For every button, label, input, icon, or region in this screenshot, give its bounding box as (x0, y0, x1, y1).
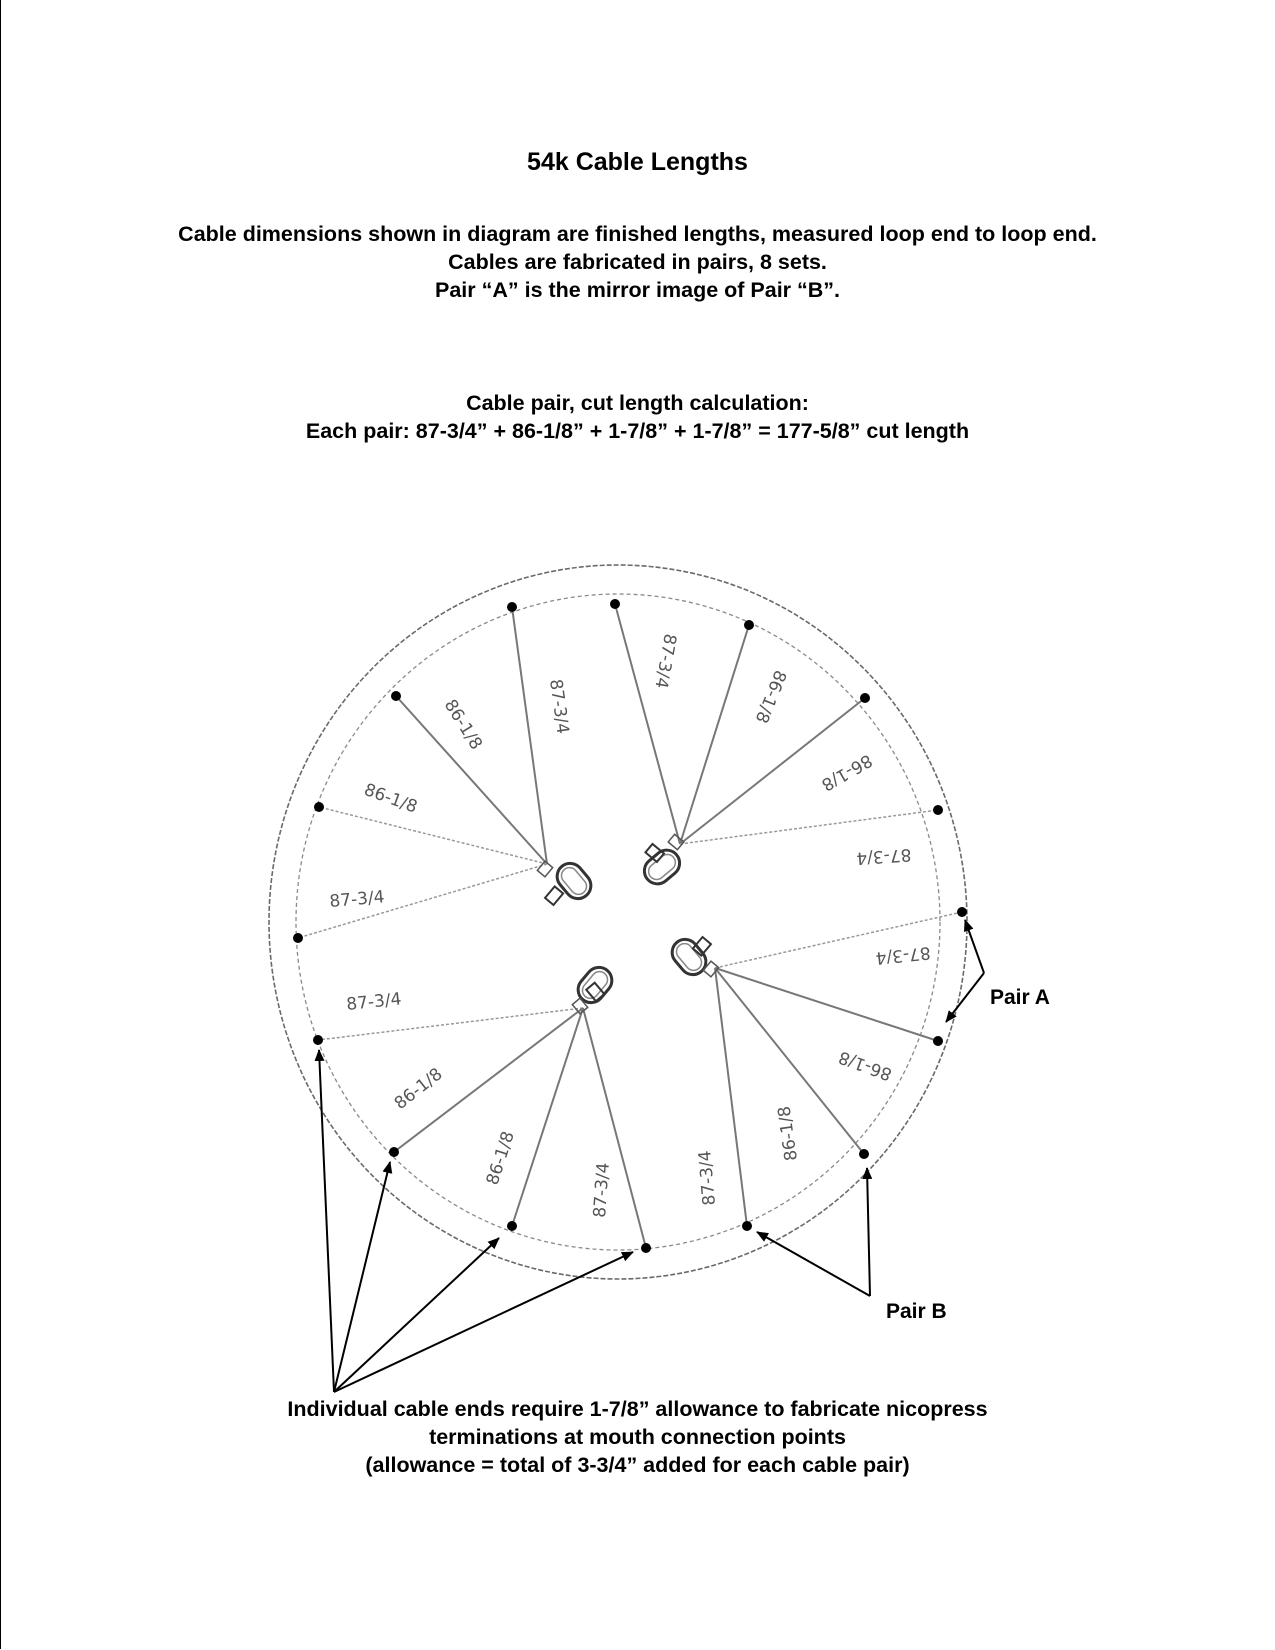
pair-b-arrow (757, 1232, 870, 1296)
calculation-formula: Each pair: 87-3/4” + 86-1/8” + 1-7/8” + 1-7/8” = 177-5/8” cut length (305, 419, 970, 443)
cable-length-label: 87-3/4 (328, 887, 386, 912)
allowance-arrow (319, 1050, 334, 1392)
pair-a-arrow (965, 920, 984, 973)
cable-length-label: 87-3/4 (695, 1149, 720, 1207)
pair-a-label: Pair A (990, 986, 1050, 1009)
allowance-note-line: Individual cable ends require 1-7/8” allowance to fabricate nicopress (287, 1397, 988, 1421)
allowance-arrow (334, 1162, 390, 1392)
connection-point (610, 599, 620, 609)
cable-length-label: 87-3/4 (345, 989, 403, 1015)
ferrule (545, 886, 563, 905)
connection-point (957, 907, 967, 917)
connection-point (507, 1221, 517, 1231)
pair-b-arrow (867, 1168, 870, 1296)
connection-point (742, 1221, 752, 1231)
mouth-connection-points (293, 599, 967, 1253)
cable-line (512, 607, 547, 864)
connection-point (389, 1147, 399, 1157)
allowance-arrow (334, 1238, 499, 1392)
cable-line (715, 968, 938, 1041)
allowance-note-line: terminations at mouth connection points (429, 1425, 846, 1449)
connection-point (391, 691, 401, 701)
connection-point (293, 933, 303, 943)
cable-length-label: 87-3/4 (590, 1161, 614, 1219)
cable-length-label: 86-1/8 (836, 1046, 895, 1085)
allowance-note (140, 1395, 1135, 1479)
cable-length-label: 86-1/8 (439, 696, 486, 754)
cable-length-label: 86-1/8 (482, 1128, 519, 1188)
cable-length-label: 87-3/4 (650, 632, 680, 690)
allowance-callout-arrows (319, 1050, 633, 1392)
cable-length-label: 86-1/8 (817, 749, 876, 795)
pair-a-arrow (946, 973, 984, 1022)
connection-point (933, 805, 943, 815)
cable-set-lower-right (667, 912, 962, 1226)
cable-length-label: 86-1/8 (361, 779, 420, 818)
cable-line (512, 1008, 583, 1226)
connection-point (859, 1149, 869, 1159)
pair-b-callout (757, 1168, 947, 1323)
pair-b-label: Pair B (886, 1300, 947, 1323)
page-title: 54k Cable Lengths (527, 148, 748, 176)
connection-point (314, 802, 324, 812)
connection-point (313, 1035, 323, 1045)
note-finished-lengths: Cable dimensions shown in diagram are finished lengths, measured loop end to loop end. (178, 222, 1097, 246)
connection-point (507, 602, 517, 612)
allowance-arrow (334, 1252, 633, 1392)
cable-set-upper-left (298, 607, 596, 938)
cable-line (680, 810, 938, 844)
cable-length-label: 87-3/4 (874, 942, 932, 968)
cable-length-label: 86-1/8 (750, 667, 790, 726)
cable-length-label: 86-1/8 (774, 1104, 802, 1163)
shackle-link (552, 858, 596, 904)
outer-ring (269, 565, 967, 1279)
cable-length-label: 87-3/4 (855, 844, 913, 868)
pair-a-callout (946, 920, 1050, 1022)
calculation-heading: Cable pair, cut length calculation: (466, 391, 809, 415)
cable-length-label: 87-3/4 (545, 677, 573, 736)
cable-length-label: 86-1/8 (390, 1064, 447, 1114)
shackle-link (667, 934, 711, 980)
cable-line (715, 968, 747, 1226)
note-pairs: Cables are fabricated in pairs, 8 sets. (448, 250, 827, 274)
cable-line (680, 625, 749, 844)
cable-line (319, 807, 547, 864)
shackle-link (579, 968, 611, 1001)
connection-point (641, 1243, 651, 1253)
cable-set-lower-left (318, 962, 646, 1248)
connection-point (860, 693, 870, 703)
allowance-note-line: (allowance = total of 3-3/4” added for each cable pair) (365, 1453, 910, 1477)
shackle-link (673, 940, 705, 973)
connection-point (744, 620, 754, 630)
connection-point (933, 1036, 943, 1046)
note-mirror: Pair “A” is the mirror image of Pair “B”. (434, 278, 841, 302)
